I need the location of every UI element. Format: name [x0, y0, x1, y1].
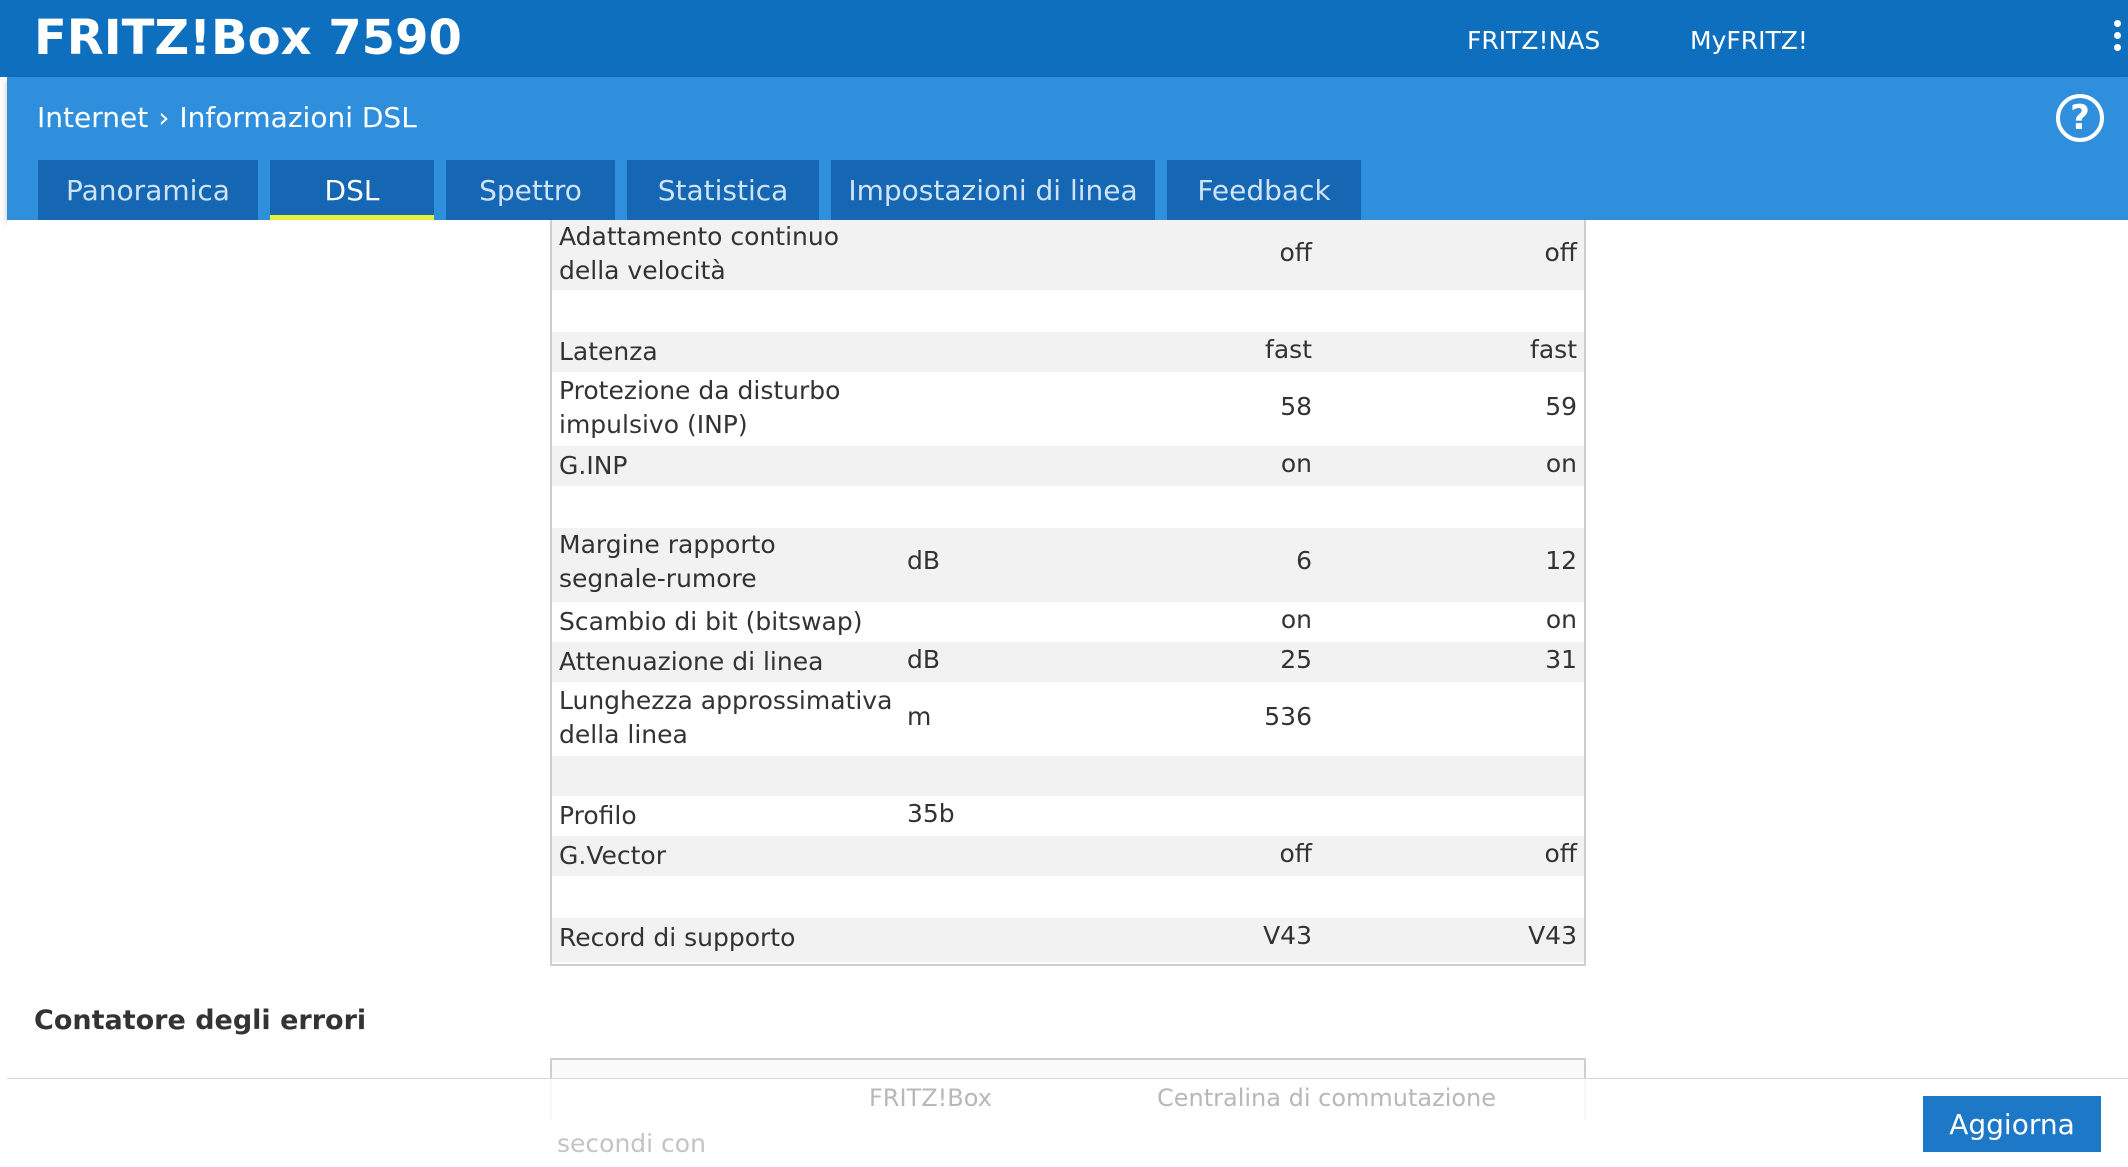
fritz-nas-link[interactable]: FRITZ!NAS — [1467, 26, 1601, 55]
breadcrumb — [37, 101, 417, 134]
row-unit: dB — [907, 645, 941, 674]
column-header-exchange: Centralina di commutazione — [1157, 1084, 1497, 1112]
fritzbox-value: fast — [1265, 335, 1312, 364]
table-row — [552, 372, 1584, 446]
breadcrumb-current: Informazioni DSL — [179, 101, 417, 134]
table-row — [552, 332, 1584, 372]
table-row — [552, 602, 1584, 642]
column-header-fritzbox: FRITZ!Box — [869, 1084, 992, 1112]
navigation-bar — [7, 77, 2128, 220]
footer-bar — [7, 1078, 2128, 1167]
table-row-spacer — [552, 756, 1584, 796]
row-label: Protezione da disturbo impulsivo (INP) — [559, 376, 841, 439]
fritzbox-value: 6 — [1296, 546, 1312, 575]
row-label: Adattamento continuo della velocità — [559, 222, 840, 285]
table-row — [552, 446, 1584, 486]
main-content — [7, 220, 2128, 1078]
exchange-value: off — [1544, 238, 1577, 267]
brand-title[interactable]: FRITZ!Box 7590 — [34, 10, 462, 66]
row-label: Margine rapporto segnale-rumore — [559, 530, 776, 593]
table-row — [552, 220, 1584, 290]
row-label: Attenuazione di linea — [559, 647, 824, 676]
breadcrumb-internet[interactable]: Internet — [37, 101, 149, 134]
row-label: Profilo — [559, 801, 637, 830]
fritzbox-value: on — [1280, 449, 1312, 478]
table-row — [552, 918, 1584, 962]
fritzbox-value: 25 — [1280, 645, 1312, 674]
chevron-right-icon: › — [158, 101, 170, 134]
fritzbox-value: on — [1280, 605, 1312, 634]
tab-statistica[interactable]: Statistica — [627, 160, 819, 220]
fritzbox-value: off — [1279, 238, 1312, 267]
tab-dsl[interactable]: DSL — [270, 160, 434, 220]
row-label: Latenza — [559, 337, 658, 366]
fritzbox-value: 58 — [1280, 392, 1312, 421]
table-row — [552, 836, 1584, 876]
row-unit: dB — [907, 546, 941, 575]
exchange-value: off — [1544, 839, 1577, 868]
kebab-menu-icon[interactable] — [2112, 20, 2124, 60]
tab-impostazioni-di-linea[interactable]: Impostazioni di linea — [831, 160, 1155, 220]
table-row — [552, 642, 1584, 682]
row-unit: m — [907, 702, 932, 731]
row-label: Lunghezza approssimativa della linea — [559, 686, 893, 749]
fritzbox-value: off — [1279, 839, 1312, 868]
top-bar — [0, 0, 2128, 77]
table-row — [552, 682, 1584, 756]
row-label: Scambio di bit (bitswap) — [559, 607, 863, 636]
row-label: G.INP — [559, 451, 628, 480]
update-button[interactable]: Aggiorna — [1923, 1096, 2101, 1152]
tab-bar — [38, 160, 1373, 220]
exchange-value: 31 — [1545, 645, 1577, 674]
myfritz-link[interactable]: MyFRITZ! — [1690, 26, 1808, 55]
exchange-value: on — [1545, 449, 1577, 478]
row-label: Record di supporto — [559, 923, 796, 952]
exchange-value: 59 — [1545, 392, 1577, 421]
tab-spettro[interactable]: Spettro — [446, 160, 615, 220]
tab-panoramica[interactable]: Panoramica — [38, 160, 258, 220]
row-label: G.Vector — [559, 841, 666, 870]
exchange-value: V43 — [1528, 921, 1577, 950]
error-counter-heading: Contatore degli errori — [34, 1005, 367, 1036]
row-unit: 35b — [907, 799, 955, 828]
help-icon[interactable]: ? — [2056, 94, 2104, 142]
table-row — [552, 796, 1584, 836]
fritzbox-value: 536 — [1264, 702, 1312, 731]
error-row-label: secondi con — [557, 1129, 706, 1158]
exchange-value: 12 — [1545, 546, 1577, 575]
fritzbox-value: V43 — [1263, 921, 1312, 950]
tab-feedback[interactable]: Feedback — [1167, 160, 1361, 220]
exchange-value: on — [1545, 605, 1577, 634]
table-row — [552, 528, 1584, 602]
dsl-info-table — [550, 220, 1586, 966]
exchange-value: fast — [1530, 335, 1577, 364]
